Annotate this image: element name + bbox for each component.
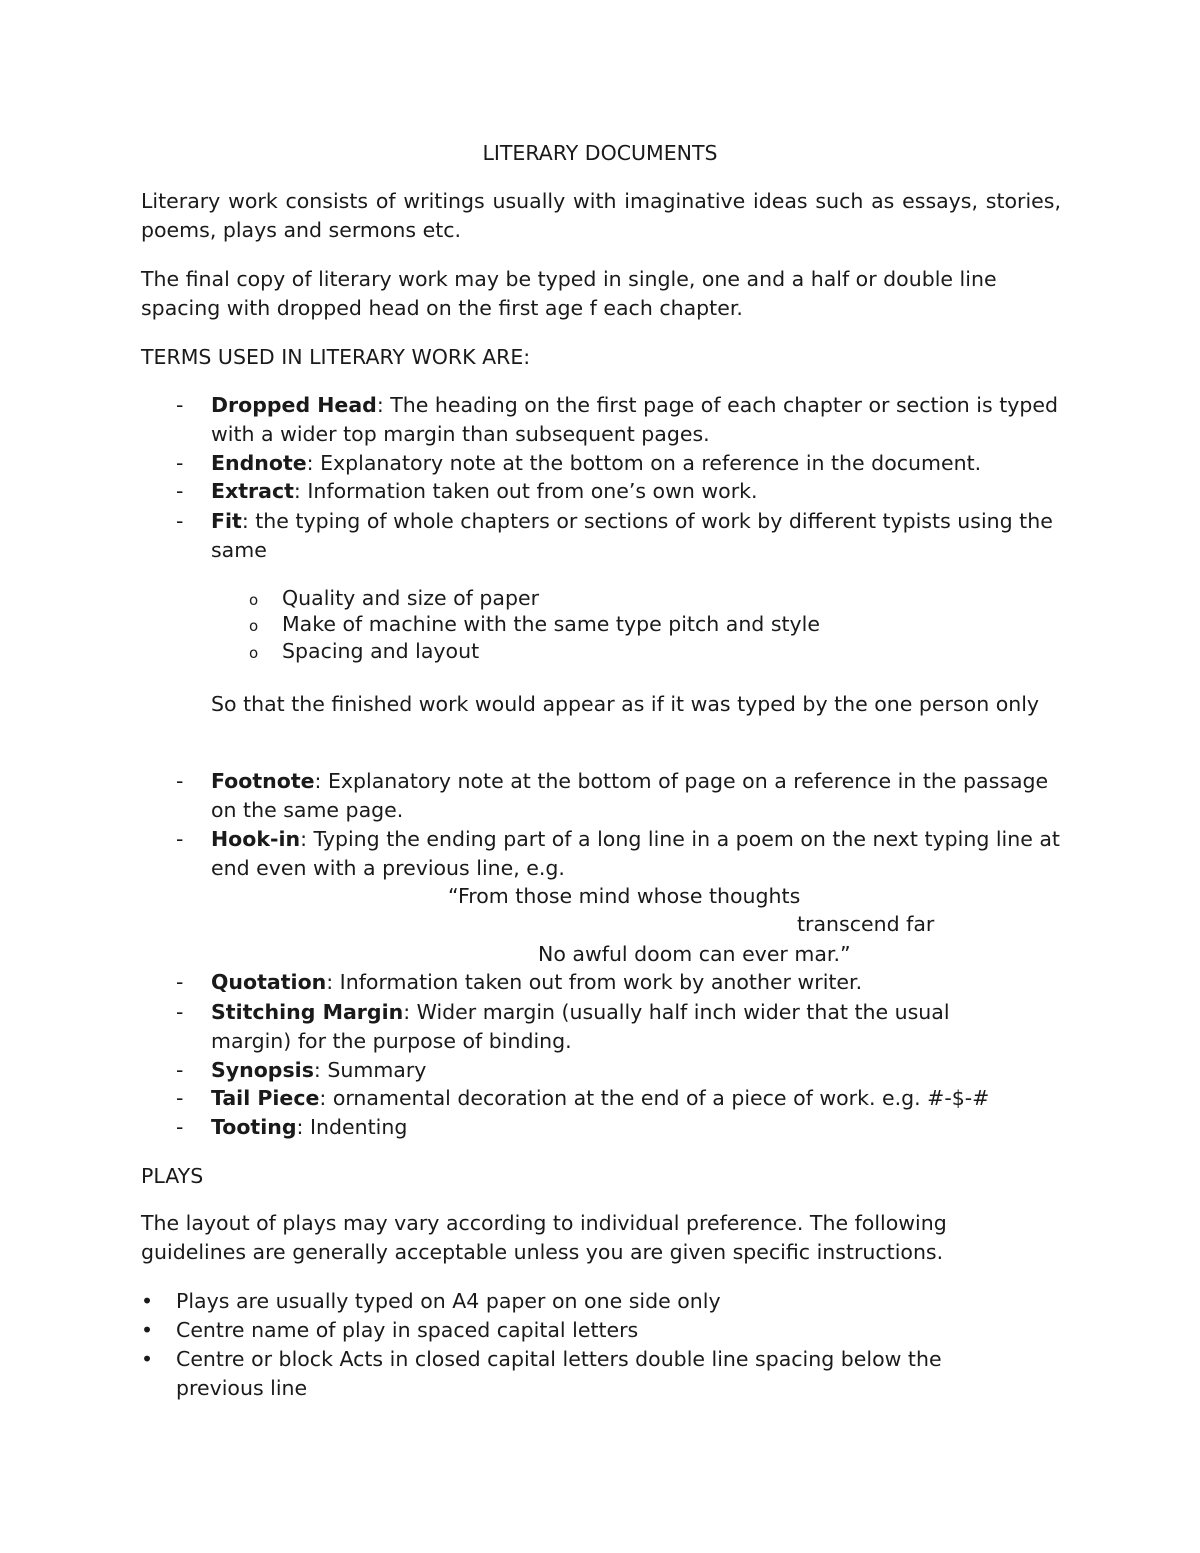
intro-paragraph-2: The final copy of literary work may be typed in single, one and a half or double line spacing with dropped head on the first age f each chapter. xyxy=(141,267,997,320)
fit-subitem: Spacing and layout xyxy=(282,639,480,663)
circle-marker: o xyxy=(249,617,259,635)
term-definition: : Indenting xyxy=(296,1115,408,1139)
term-label: Stitching Margin xyxy=(211,1000,404,1024)
page-title: LITERARY DOCUMENTS xyxy=(482,141,718,165)
term-label: Hook-in xyxy=(211,827,301,851)
term-item-endnote xyxy=(211,449,1071,478)
term-definition: : ornamental decoration at the end of a piece of work. e.g. #-$-# xyxy=(319,1086,990,1110)
circle-marker: o xyxy=(249,591,259,609)
term-item-extract xyxy=(211,477,1071,506)
dash-marker: - xyxy=(176,393,184,417)
intro-paragraph-1: Literary work consists of writings usually with imaginative ideas such as essays, stories, poems, plays and sermons etc. xyxy=(141,189,1061,242)
fit-conclusion: So that the finished work would appear as if it was typed by the one person only xyxy=(211,692,1040,716)
term-definition: : Explanatory note at the bottom on a reference in the document. xyxy=(306,451,982,475)
term-item-stitching-margin xyxy=(211,998,1021,1056)
term-item-tail-piece xyxy=(211,1084,1071,1113)
dash-marker: - xyxy=(176,1086,184,1110)
term-label: Dropped Head xyxy=(211,393,377,417)
dash-marker: - xyxy=(176,970,184,994)
term-label: Synopsis xyxy=(211,1058,314,1082)
fit-subitem: Quality and size of paper xyxy=(282,586,540,610)
term-label: Endnote xyxy=(211,451,307,475)
dash-marker: - xyxy=(176,1058,184,1082)
term-definition: : Information taken out from one’s own work. xyxy=(293,479,758,503)
term-label: Tail Piece xyxy=(211,1086,320,1110)
plays-bullet-item: Plays are usually typed on A4 paper on one side only xyxy=(176,1289,721,1313)
term-item-tooting xyxy=(211,1113,1071,1142)
terms-heading: TERMS USED IN LITERARY WORK ARE: xyxy=(141,345,531,369)
dash-marker: - xyxy=(176,451,184,475)
term-label: Extract xyxy=(211,479,294,503)
term-label: Quotation xyxy=(211,970,327,994)
fit-subitem: Make of machine with the same type pitch and style xyxy=(282,612,820,636)
term-definition: : Wider margin (usually half inch wider that the usual margin) for the purpose of binding. xyxy=(211,1000,950,1053)
term-item-fit xyxy=(211,507,1071,565)
term-definition: : The heading on the first page of each chapter or section is typed with a wider top margin than subsequent pages. xyxy=(211,393,1059,446)
plays-bullet-item: Centre name of play in spaced capital letters xyxy=(176,1318,639,1342)
circle-marker: o xyxy=(249,644,259,662)
poem-line-3: No awful doom can ever mar.” xyxy=(538,942,851,966)
poem-line-1: “From those mind whose thoughts xyxy=(448,884,801,908)
term-label: Footnote xyxy=(211,769,315,793)
term-item-dropped-head xyxy=(211,391,1071,449)
term-item-quotation xyxy=(211,968,1071,997)
dash-marker: - xyxy=(176,509,184,533)
term-label: Fit xyxy=(211,509,242,533)
bullet-marker: • xyxy=(141,1347,154,1371)
plays-bullet-item: Centre or block Acts in closed capital letters double line spacing below the previous line xyxy=(176,1347,942,1400)
term-definition: : Information taken out from work by another writer. xyxy=(326,970,863,994)
dash-marker: - xyxy=(176,1000,184,1024)
dash-marker: - xyxy=(176,479,184,503)
term-definition: : Summary xyxy=(313,1058,427,1082)
term-definition: : Explanatory note at the bottom of page on a reference in the passage on the same page. xyxy=(211,769,1049,822)
term-label: Tooting xyxy=(211,1115,297,1139)
term-item-footnote xyxy=(211,767,1071,825)
dash-marker: - xyxy=(176,769,184,793)
bullet-marker: • xyxy=(141,1318,154,1342)
term-item-hook-in xyxy=(211,825,1071,883)
term-definition: : Typing the ending part of a long line in a poem on the next typing line at end even with a previous line, e.g. xyxy=(211,827,1060,880)
poem-line-2: transcend far xyxy=(797,912,935,936)
term-definition: : the typing of whole chapters or sections of work by different typists using the same xyxy=(211,509,1053,562)
plays-heading: PLAYS xyxy=(141,1164,204,1188)
dash-marker: - xyxy=(176,1115,184,1139)
plays-intro: The layout of plays may vary according to individual preference. The following guidelines are generally acceptable unless you are given specific instructions. xyxy=(141,1211,947,1264)
term-item-synopsis xyxy=(211,1056,1071,1085)
bullet-marker: • xyxy=(141,1289,154,1313)
dash-marker: - xyxy=(176,827,184,851)
